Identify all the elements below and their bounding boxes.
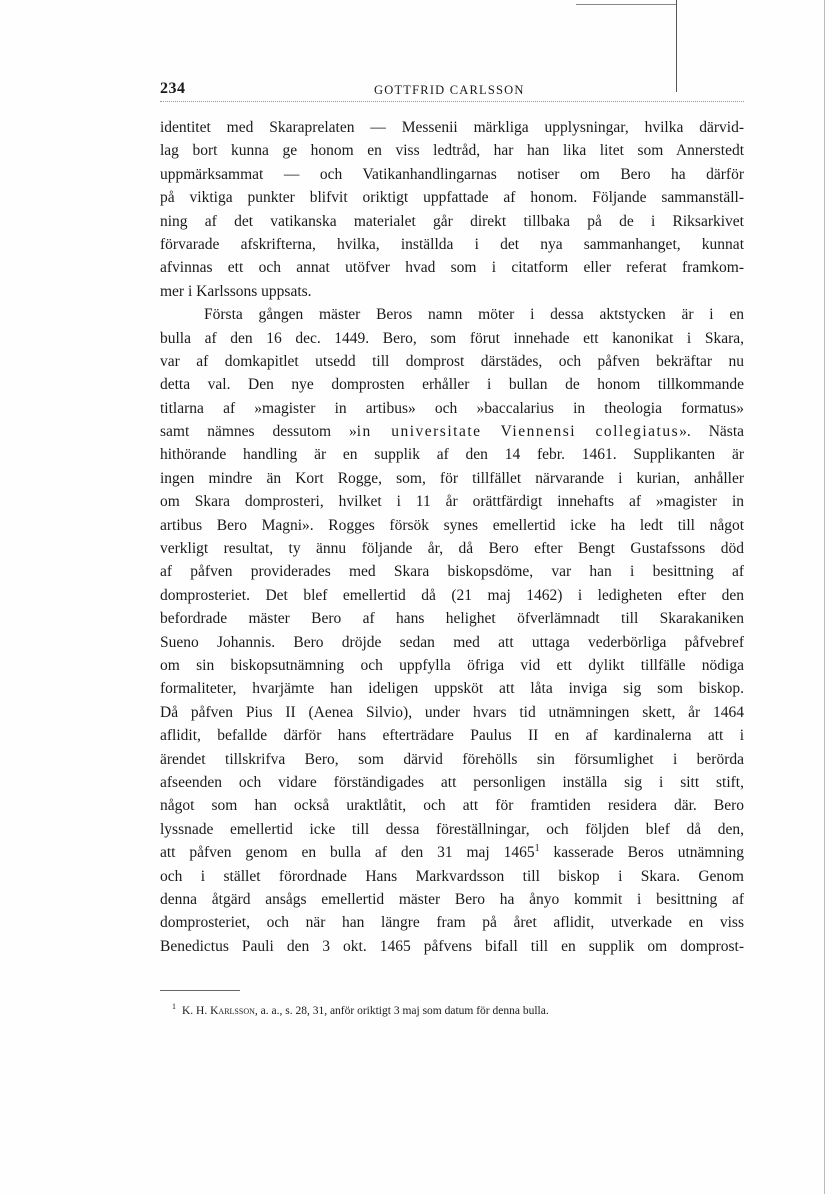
page-header — [160, 80, 744, 102]
text-line: mer i Karlssons uppsats. — [160, 282, 312, 300]
text-segment: ». Nästa — [679, 423, 744, 441]
text-line: denna åtgärd ansågs emellertid mäster Bero ha ånyo kommit i besittning af — [160, 890, 744, 908]
text-line: och i stället förordnade Hans Markvardsson till biskop i Skara. Genom — [160, 867, 744, 885]
text-line: afvinnas ett och annat utöfver hvad som i citatform eller referat framkom- — [160, 259, 744, 277]
footnote-author-initials: K. H. — [182, 1004, 208, 1017]
footnote-rule — [160, 990, 240, 991]
page-number: 234 — [160, 80, 186, 97]
text-line: Då påfven Pius II (Aenea Silvio), under hvars tid utnämningen skett, år 1464 — [160, 703, 744, 721]
text-line: lyssnade emellertid icke till dessa föreställningar, och följden blef då den, — [160, 820, 744, 838]
text-line: Första gången mäster Beros namn möter i dessa aktstycken är i en — [204, 306, 744, 324]
text-line: var af domkapitlet utsedd till domprost därstädes, och påfven bekräftar nu — [160, 352, 744, 370]
scan-edge-line — [676, 0, 677, 92]
text-line: titlarna af »magister in artibus» och »baccalarius in theologia formatus» — [160, 399, 744, 417]
text-segment: att påfven genom en bulla af den 31 maj 1465 — [160, 844, 535, 862]
text-line: ingen mindre än Kort Rogge, som, för tillfället närvarande i kurian, anhåller — [160, 469, 744, 487]
text-line: på viktiga punkter blifvit oriktigt uppfattade af honom. Följande sammanställ- — [160, 189, 744, 207]
text-line: lag bort kunna ge honom en viss ledtråd, har han lika litet som Annerstedt — [160, 142, 744, 160]
scan-edge-line — [824, 0, 825, 1194]
text-segment: samt nämnes dessutom » — [160, 423, 357, 441]
text-line: bulla af den 16 dec. 1449. Bero, som förut innehade ett kanonikat i Skara, — [160, 329, 744, 347]
text-line — [160, 420, 744, 443]
footnote-text: , a. a., s. 28, 31, anför oriktigt 3 maj som datum för denna bulla. — [254, 1004, 549, 1017]
text-line: befordrade mäster Bero af hans helighet öfverlämnadt till Skarakaniken — [160, 610, 744, 628]
footnote-reference[interactable]: 1 — [534, 842, 540, 854]
text-line: Sueno Johannis. Bero dröjde sedan med att uttaga vederbörliga påfvebref — [160, 633, 744, 651]
text-line: verkligt resultat, ty ännu följande år, då Bero efter Bengt Gustafssons död — [160, 540, 744, 558]
text-line: ning af det vatikanska materialet går direkt tillbaka på de i Riksarkivet — [160, 212, 744, 230]
spaced-latin-phrase: in universitate Viennensi collegiatus — [356, 423, 680, 441]
text-line: ärendet tillskrifva Bero, som därvid förehölls sin försumlighet i berörda — [160, 750, 744, 768]
header-rule — [160, 101, 744, 102]
text-line: domprosteriet, och när han längre fram på året aflidit, utverkade en viss — [160, 914, 744, 932]
text-line: aflidit, befallde därför hans efterträdare Paulus II en af kardinalerna att i — [160, 727, 744, 745]
text-line: något som han också uraktlåtit, och att för framtiden residera där. Bero — [160, 797, 744, 815]
text-line: identitet med Skaraprelaten — Messenii märkliga upplysningar, hvilka därvid- — [160, 119, 744, 136]
text-line: formaliteter, hvarjämte han ideligen uppsköt att låta inviga sig som biskop. — [160, 680, 744, 698]
text-line: om sin biskopsutnämning och uppfylla öfriga vid ett dylikt tillfälle nödiga — [160, 656, 744, 674]
footnote-mark: 1 — [172, 1002, 176, 1011]
text-line: Benedictus Pauli den 3 okt. 1465 påfvens bifall till en supplik om domprost- — [160, 937, 744, 955]
text-line: förvarade afskrifterna, hvilka, inställda i det nya sammanhanget, kunnat — [160, 235, 744, 253]
text-line: detta val. Den nye domprosten erhåller i bullan de honom tillkommande — [160, 376, 744, 394]
text-line: hithörande handling är en supplik af den 14 febr. 1461. Supplikanten är — [160, 446, 744, 464]
text-line: domprosteriet. Det blef emellertid då (21 maj 1462) i ledigheten efter den — [160, 586, 744, 604]
text-line: artibus Bero Magni». Rogges försök synes emellertid icke ha ledt till något — [160, 516, 744, 534]
text-line: uppmärksammat — och Vatikanhandlingarnas notiser om Bero ha därför — [160, 165, 744, 183]
footnote — [172, 999, 752, 1019]
scan-edge-line — [576, 4, 676, 5]
text-line: om Skara domprosteri, hvilket i 11 år orättfärdigt innehafts af »magister in — [160, 493, 744, 511]
text-line — [160, 841, 744, 864]
body-text — [160, 116, 744, 958]
running-head: GOTTFRID CARLSSON — [374, 83, 525, 97]
text-line: af påfven providerades med Skara biskopsdöme, var han i besittning af — [160, 563, 744, 581]
text-segment: kasserade Beros utnämning — [539, 844, 744, 862]
text-line: afseenden och vidare förständigades att personligen inställa sig i sitt stift, — [160, 773, 744, 791]
footnote-author-name: Karlsson — [210, 1004, 255, 1017]
